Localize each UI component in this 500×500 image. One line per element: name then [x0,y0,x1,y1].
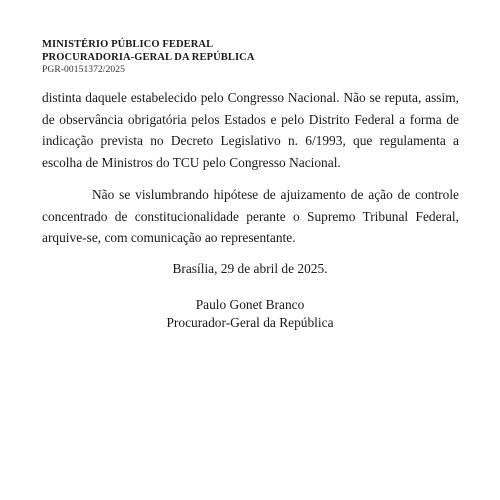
document-reference: PGR-00151372/2025 [42,65,125,75]
body-paragraph-1: distinta daquele estabelecido pelo Congresso Nacional. Não se reputa, assim, de observância obrigatória pelos Estados e pelo Distrito Federal a forma de indicação prevista no Decreto Legislativo n. 6/1993, que regulamenta a escolha de Ministros do TCU pelo Congresso Nacional. [42,90,459,170]
signatory-title: Procurador-Geral da República [166,315,334,330]
document-body [42,87,459,249]
org-name-line1: MINISTÉRIO PÚBLICO FEDERAL [42,39,214,50]
date-line: Brasília, 29 de abril de 2025. [172,261,328,276]
org-name-line2: PROCURADORIA-GERAL DA REPÚBLICA [42,52,255,63]
signature-block [0,296,500,332]
signatory-name: Paulo Gonet Branco [195,297,305,312]
document-header [42,38,255,77]
body-paragraph-2: Não se vislumbrando hipótese de ajuizamento de ação de controle concentrado de constitucionalidade perante o Supremo Tribunal Federal, arquive-se, com comunicação ao representante. [42,187,459,245]
